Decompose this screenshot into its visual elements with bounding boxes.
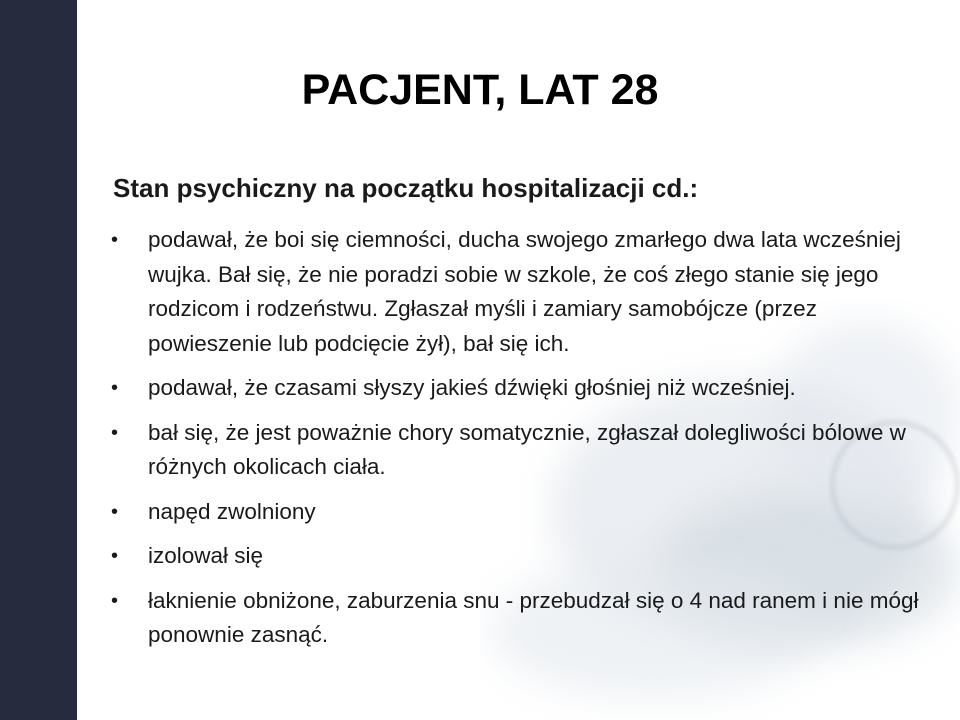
list-item-text: napęd zwolniony <box>148 498 316 524</box>
list-item <box>105 495 940 530</box>
list-item-text: bał się, że jest poważnie chory somatycznie, zgłaszał dolegliwości bólowe w różnych okolicach ciała. <box>148 419 906 479</box>
list-item <box>105 371 940 406</box>
list-item <box>105 584 940 653</box>
bullet-icon: • <box>111 421 119 444</box>
list-item-text: podawał, że boi się ciemności, ducha swojego zmarłego dwa lata wcześniej wujka. Bał się, że nie poradzi sobie w szkole, że coś złego stanie się jego rodzicom i rodzeństwu. Zgłaszał myśli i zamiary samobójcze (przez powieszenie lub podcięcie żył), bał się ich. <box>148 227 901 356</box>
slide-subtitle: Stan psychiczny na początku hospitalizacji cd.: <box>113 173 699 203</box>
list-item <box>105 223 940 361</box>
bullet-icon: • <box>111 589 119 612</box>
bullet-list <box>105 223 940 663</box>
bullet-icon: • <box>111 229 119 251</box>
list-item <box>105 416 940 485</box>
list-item-text: łaknienie obniżone, zaburzenia snu - przebudzał się o 4 nad ranem i nie mógł ponownie zasnąć. <box>148 587 919 647</box>
bullet-icon: • <box>111 545 119 567</box>
bullet-icon: • <box>111 377 119 399</box>
list-item-text: izolował się <box>148 543 264 568</box>
list-item <box>105 539 940 574</box>
bullet-icon: • <box>111 500 119 523</box>
list-item-text: podawał, że czasami słyszy jakieś dźwięki głośniej niż wcześniej. <box>148 375 796 400</box>
slide-title: PACJENT, LAT 28 <box>301 66 659 114</box>
